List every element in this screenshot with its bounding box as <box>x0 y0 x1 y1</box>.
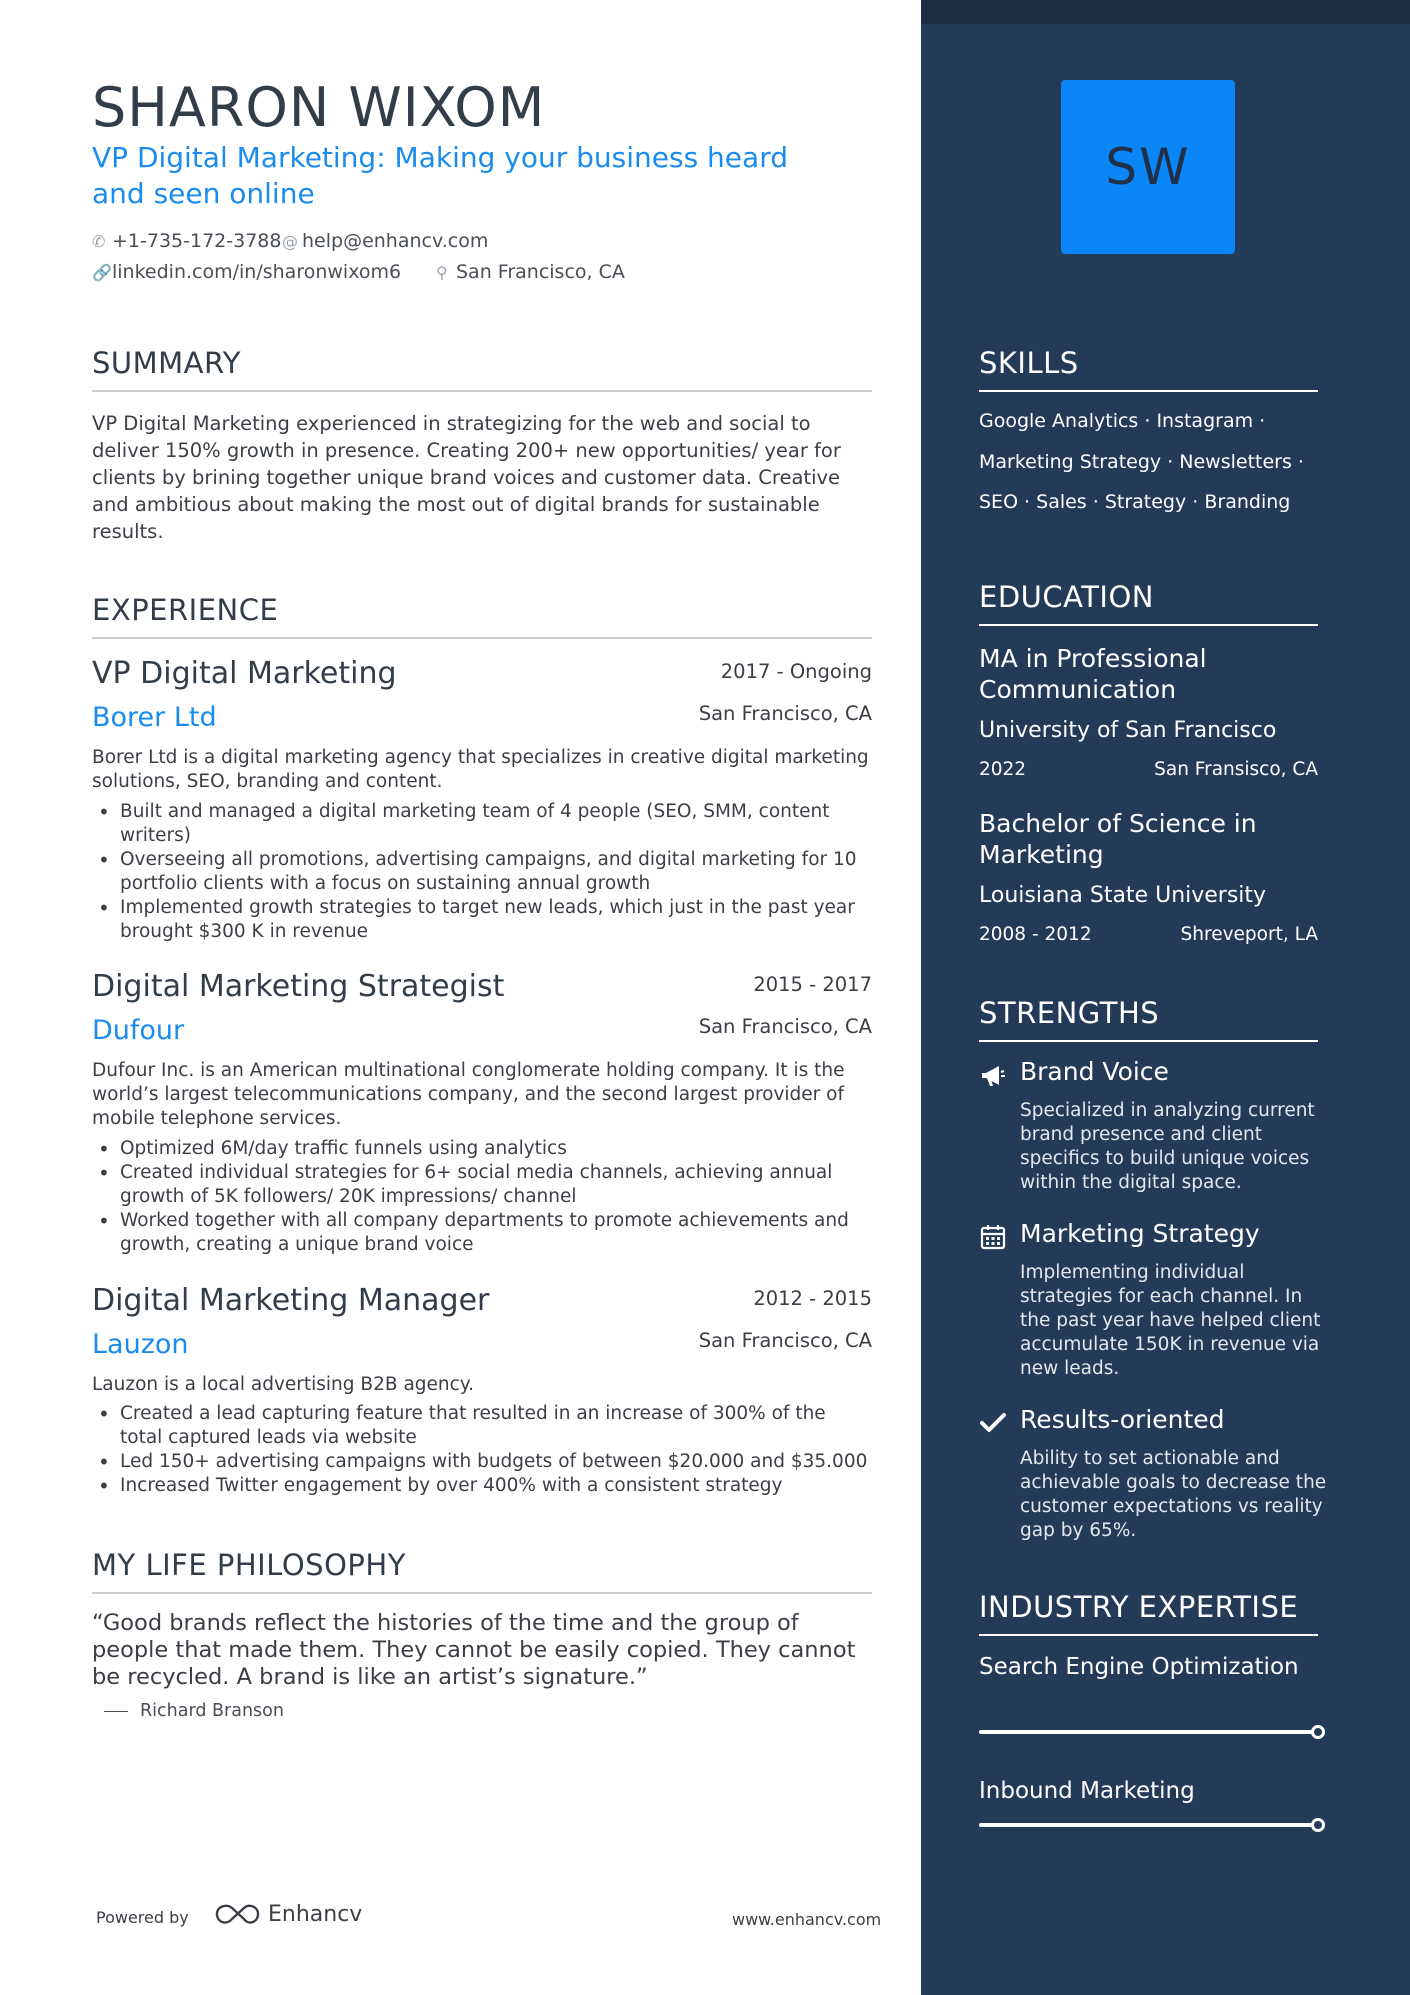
edu-school: University of San Francisco <box>979 718 1277 743</box>
enhancv-logo[interactable] <box>214 1902 362 1927</box>
job-company: Borer Ltd <box>92 702 217 733</box>
job-company: Dufour <box>92 1015 185 1046</box>
job-description: Dufour Inc. is an American multinational conglomerate holding company. It is the world’s largest telecommunications company, and the second largest provider of mobile telephone services. <box>92 1060 845 1129</box>
contact-phone <box>92 230 281 252</box>
strength-title: Results-oriented <box>1020 1405 1225 1434</box>
education-heading: EDUCATION <box>979 580 1318 626</box>
email-text[interactable]: help@enhancv.com <box>302 230 489 252</box>
strength-title: Brand Voice <box>1020 1057 1169 1086</box>
job-bullet: • Created a lead capturing feature that resulted in an increase of 300% of the total captured leads via website <box>92 1402 872 1450</box>
skills-line: Marketing Strategy · Newsletters · <box>979 451 1304 473</box>
expertise-knob <box>1311 1725 1325 1739</box>
contact-email[interactable] <box>282 230 488 252</box>
job-bullet: • Created individual strategies for 6+ social media channels, achieving annual growth of 5K followers/ 20K impressions/ channel <box>92 1161 872 1209</box>
philosophy-quote: “Good brands reflect the histories of the time and the group of people that made them. They cannot be easily copied. They cannot be recycled. A brand is like an artist’s signature.” <box>92 1610 856 1690</box>
expertise-label: Inbound Marketing <box>979 1778 1195 1804</box>
linkedin-text[interactable]: linkedin.com/in/sharonwixom6 <box>112 261 402 283</box>
job-dates: 2017 - Ongoing <box>720 660 872 683</box>
strength-title: Marketing Strategy <box>1020 1219 1260 1248</box>
avatar: SW <box>1061 80 1235 254</box>
location-pin-icon: ⚲ <box>436 262 448 282</box>
location-text: San Francisco, CA <box>456 261 625 283</box>
contact-linkedin[interactable] <box>92 261 401 283</box>
footer-powered-by: Powered by <box>96 1908 189 1927</box>
job-title: Digital Marketing Manager <box>92 1283 490 1318</box>
job-bullet: • Implemented growth strategies to target new leads, which just in the past year brought $300 K in revenue <box>92 896 872 944</box>
summary-text: VP Digital Marketing experienced in strategizing for the web and social to deliver 150% growth in presence. Creating 200+ new opportunities/ year for clients by brining together unique brand voices and customer data. Creative and ambitious about making the most out of digital brands for sustainable results. <box>92 412 841 543</box>
edu-degree: Bachelor of Science in Marketing <box>979 809 1257 869</box>
edu-degree: MA in Professional Communication <box>979 644 1207 704</box>
contact-location <box>436 261 625 283</box>
edu-location: Shreveport, LA <box>1180 924 1318 945</box>
expertise-knob <box>1311 1818 1325 1832</box>
job-bullets <box>92 1402 872 1498</box>
enhancv-logo-text: Enhancv <box>268 1902 363 1927</box>
edu-location: San Fransisco, CA <box>1154 759 1318 780</box>
job-bullets <box>92 800 872 944</box>
phone-icon: ✆ <box>92 231 106 251</box>
job-description: Borer Ltd is a digital marketing agency that specializes in creative digital marketing solutions, SEO, branding and content. <box>92 747 869 792</box>
job-location: San Francisco, CA <box>698 702 872 725</box>
sidebar <box>921 0 1410 1995</box>
expertise-label: Search Engine Optimization <box>979 1654 1299 1680</box>
experience-heading: EXPERIENCE <box>92 593 872 639</box>
job-location: San Francisco, CA <box>698 1015 872 1038</box>
strength-description: Implementing individual strategies for each channel. In the past year have helped client accumulate 150K in revenue via new leads. <box>1020 1262 1321 1379</box>
job-bullet: • Led 150+ advertising campaigns with budgets of between $20.000 and $35.000 <box>92 1450 872 1474</box>
job-dates: 2015 - 2017 <box>753 973 872 996</box>
quote-author-name: Richard Branson <box>140 1701 284 1721</box>
calendar-icon <box>979 1223 1007 1251</box>
job-bullet: • Overseeing all promotions, advertising campaigns, and digital marketing for 10 portfolio clients with a focus on sustaining annual growth <box>92 848 872 896</box>
job-bullet: • Increased Twitter engagement by over 400% with a consistent strategy <box>92 1474 872 1498</box>
job-bullet: • Worked together with all company departments to promote achievements and growth, creating a unique brand voice <box>92 1209 872 1257</box>
link-icon: 🔗 <box>92 262 112 282</box>
philosophy-heading: MY LIFE PHILOSOPHY <box>92 1548 872 1594</box>
expertise-bar <box>979 1823 1318 1827</box>
skills-line: Google Analytics · Instagram · <box>979 410 1266 432</box>
summary-heading: SUMMARY <box>92 346 872 392</box>
edu-year: 2008 - 2012 <box>979 924 1092 945</box>
job-title: VP Digital Marketing <box>92 656 397 691</box>
dash-divider <box>104 1711 128 1712</box>
phone-text: +1-735-172-3788 <box>112 230 282 252</box>
edu-year: 2022 <box>979 759 1027 780</box>
strengths-heading: STRENGTHS <box>979 996 1318 1042</box>
job-description: Lauzon is a local advertising B2B agency. <box>92 1374 474 1395</box>
quote-author <box>104 1701 284 1721</box>
skills-line: SEO · Sales · Strategy · Branding <box>979 491 1291 513</box>
job-title: Digital Marketing Strategist <box>92 969 505 1004</box>
footer-url[interactable]: www.enhancv.com <box>732 1910 882 1929</box>
sidebar-top-strip <box>921 0 1410 24</box>
candidate-name: SHARON WIXOM <box>92 76 546 139</box>
job-bullet: • Built and managed a digital marketing team of 4 people (SEO, SMM, content writers) <box>92 800 872 848</box>
skills-heading: SKILLS <box>979 346 1318 392</box>
expertise-heading: INDUSTRY EXPERTISE <box>979 1590 1318 1636</box>
job-company: Lauzon <box>92 1329 189 1360</box>
headline: VP Digital Marketing: Making your business heard and seen online <box>92 141 788 210</box>
job-bullet: • Optimized 6M/day traffic funnels using analytics <box>92 1137 872 1161</box>
expertise-bar <box>979 1730 1318 1734</box>
strength-description: Specialized in analyzing current brand presence and client specifics to build unique voices within the digital space. <box>1020 1100 1315 1193</box>
strength-description: Ability to set actionable and achievable goals to decrease the customer expectations vs reality gap by 65%. <box>1020 1448 1327 1541</box>
checkmark-icon <box>979 1409 1007 1437</box>
megaphone-icon <box>979 1061 1007 1089</box>
edu-school: Louisiana State University <box>979 883 1267 908</box>
job-bullets <box>92 1137 872 1257</box>
job-location: San Francisco, CA <box>698 1329 872 1352</box>
job-dates: 2012 - 2015 <box>753 1287 872 1310</box>
enhancv-logo-icon <box>214 1903 262 1927</box>
at-icon: @ <box>282 231 298 251</box>
